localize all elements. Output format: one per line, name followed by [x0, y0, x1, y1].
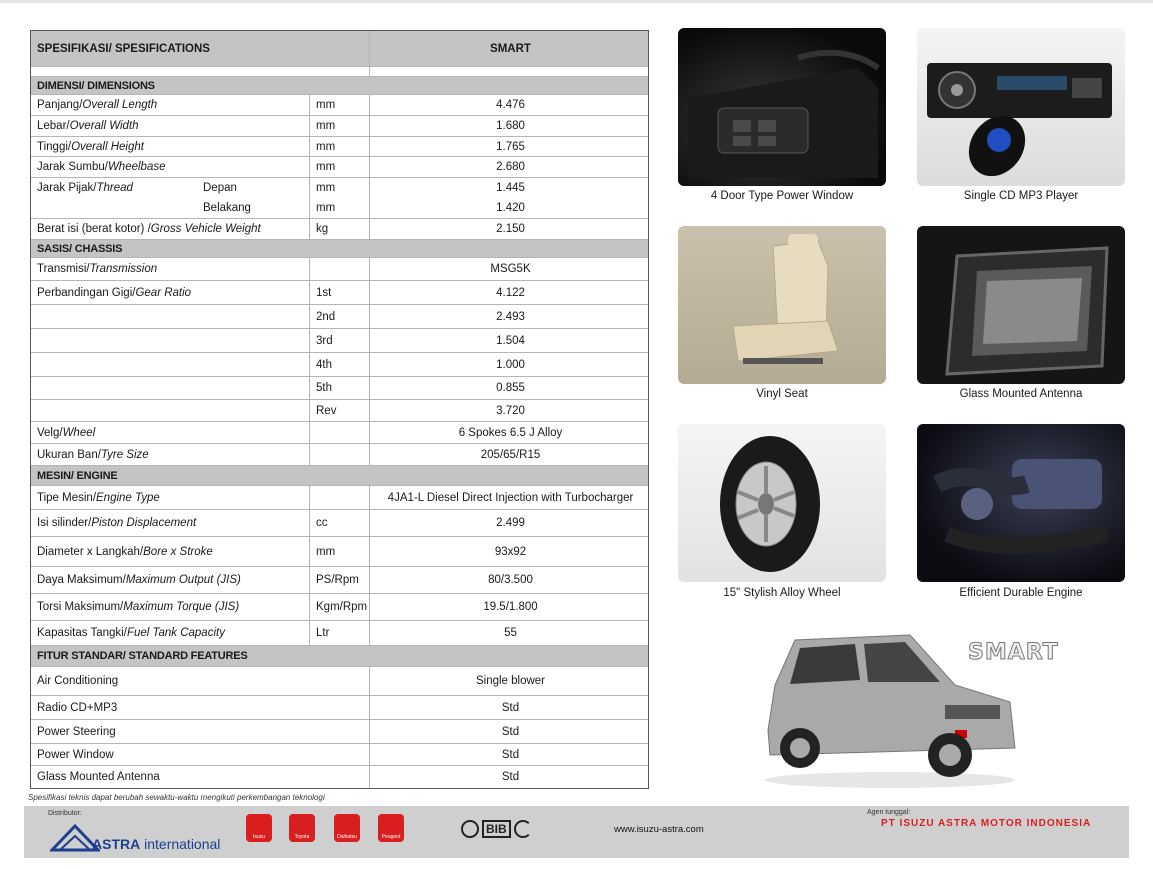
top-rule	[0, 0, 1153, 3]
table-row: Torsi Maksimum/ Maximum Torque (JIS) Kgm/Rpm 19.5/1.800	[31, 594, 648, 621]
brand-badge-daihatsu: Daihatsu	[334, 814, 360, 842]
section-title: DIMENSI/ DIMENSIONS	[37, 79, 155, 92]
brand-badge-toyota: Toyota	[289, 814, 315, 842]
website-url[interactable]: www.isuzu-astra.com	[614, 824, 704, 835]
caption-alloy-wheel: 15" Stylish Alloy Wheel	[723, 587, 841, 599]
caption-cd-player: Single CD MP3 Player	[963, 190, 1079, 202]
table-row: Isi silinder/ Piston Displacement cc 2.499	[31, 510, 648, 537]
agent-name: PT ISUZU ASTRA MOTOR INDONESIA	[881, 818, 1092, 829]
cd-player-photo	[917, 28, 1125, 186]
table-row: Belakang mm 1.420	[31, 198, 648, 219]
distributor-label: Distributor:	[48, 810, 82, 817]
brand-badge-isuzu: Isuzu	[246, 814, 272, 842]
footnote: Spesifikasi teknis dapat berubah sewaktu-waktu mengikuti perkembangan teknologi	[28, 793, 325, 802]
table-row: Panjang/ Overall Length mm 4.476	[31, 95, 648, 116]
section-engine	[31, 466, 648, 486]
table-row: Berat isi (berat kotor) / Gross Vehicle Weight kg 2.150	[31, 219, 648, 240]
spacer-row	[31, 67, 648, 77]
section-features	[31, 646, 648, 667]
caption-vinyl-seat: Vinyl Seat	[756, 388, 808, 400]
bib-logo: BIB	[461, 818, 532, 840]
table-row: Rev 3.720	[31, 400, 648, 422]
table-row: 4th 1.000	[31, 353, 648, 377]
agent-label: Agen tunggal:	[867, 809, 911, 816]
table-row: Transmisi/ Transmission MSG5K	[31, 258, 648, 281]
spec-table	[30, 30, 649, 789]
antenna-photo	[917, 226, 1125, 384]
astra-wordmark: ASTRA international	[92, 836, 221, 852]
vinyl-seat-photo	[678, 226, 886, 384]
table-row: Velg/ Wheel 6 Spokes 6.5 J Alloy	[31, 422, 648, 444]
table-row: Jarak Sumbu/ Wheelbase mm 2.680	[31, 157, 648, 178]
table-row: 5th 0.855	[31, 377, 648, 400]
model-name: SMART	[490, 42, 531, 55]
table-row: Air Conditioning Single blower	[31, 667, 648, 696]
footer	[24, 806, 1129, 858]
table-row: Ukuran Ban/ Tyre Size 205/65/R15	[31, 444, 648, 466]
table-header	[31, 31, 648, 67]
table-row: Tipe Mesin/ Engine Type 4JA1-L Diesel Direct Injection with Turbocharger	[31, 486, 648, 510]
section-title: FITUR STANDAR/ STANDARD FEATURES	[37, 650, 248, 662]
table-row: Diameter x Langkah/ Bore x Stroke mm 93x92	[31, 537, 648, 567]
table-row: Jarak Pijak/ Thread Depan mm 1.445	[31, 178, 648, 198]
caption-power-window: 4 Door Type Power Window	[710, 190, 854, 202]
section-chassis	[31, 240, 648, 258]
table-row: Lebar/ Overall Width mm 1.680	[31, 116, 648, 137]
table-row: 3rd 1.504	[31, 329, 648, 353]
table-row: Power Window Std	[31, 744, 648, 766]
caption-antenna: Glass Mounted Antenna	[959, 388, 1083, 400]
alloy-wheel-photo	[678, 424, 886, 582]
section-title: SASIS/ CHASSIS	[37, 242, 123, 255]
caption-engine: Efficient Durable Engine	[959, 587, 1083, 599]
table-row: Perbandingan Gigi/ Gear Ratio 1st 4.122	[31, 281, 648, 305]
table-row: 2nd 2.493	[31, 305, 648, 329]
section-title: MESIN/ ENGINE	[37, 469, 118, 482]
power-window-photo	[678, 28, 886, 186]
engine-photo	[917, 424, 1125, 582]
brand-badge-peugeot: Peugeot	[378, 814, 404, 842]
spec-header-label: SPESIFIKASI/ SPESIFICATIONS	[37, 42, 210, 55]
table-row: Radio CD+MP3 Std	[31, 696, 648, 720]
table-row: Kapasitas Tangki/ Fuel Tank Capacity Ltr 55	[31, 621, 648, 646]
table-row: Tinggi/ Overall Height mm 1.765	[31, 137, 648, 157]
table-row: Power Steering Std	[31, 720, 648, 744]
table-row: Glass Mounted Antenna Std	[31, 766, 648, 788]
table-row: Daya Maksimum/ Maximum Output (JIS) PS/Rpm 80/3.500	[31, 567, 648, 594]
section-dimensions	[31, 77, 648, 95]
smart-logo: SMART	[968, 640, 1059, 665]
